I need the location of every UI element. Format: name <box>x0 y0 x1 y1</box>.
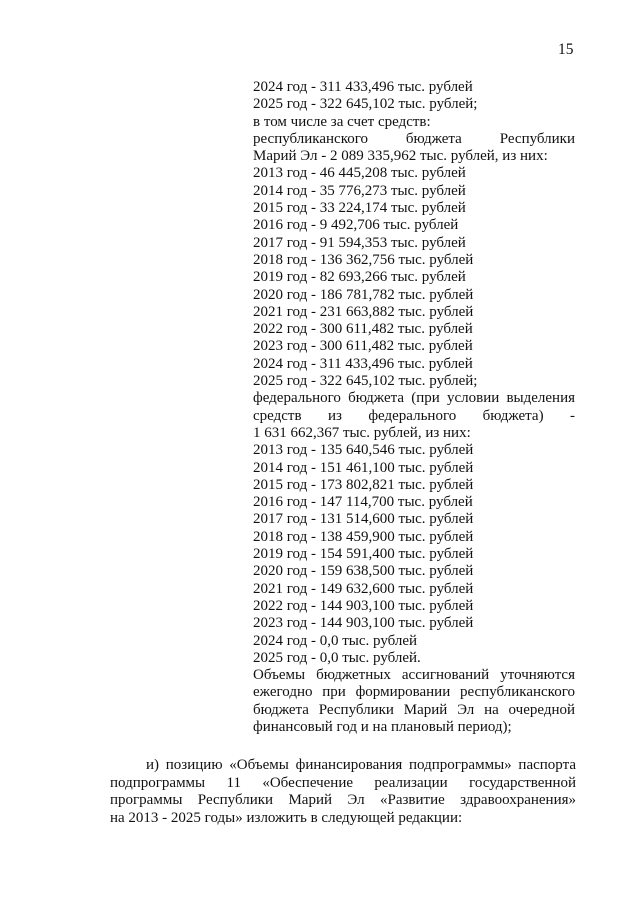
instruction-line: подпрограммы 11 «Обеспечение реализации государственной <box>110 774 576 791</box>
federal-budget-total: 1 631 662,367 тыс. рублей, из них: <box>253 424 471 441</box>
federal-year-line: 2021 год - 149 632,600 тыс. рублей <box>253 580 474 597</box>
federal-budget-heading: федерального бюджета (при условии выделения <box>253 390 575 407</box>
note-line: ежегодно при формировании республиканского <box>253 684 575 701</box>
text-line: 2024 год - 311 433,496 тыс. рублей <box>253 79 473 95</box>
republican-year-line: 2025 год - 322 645,102 тыс. рублей; <box>253 373 478 390</box>
federal-year-line: 2025 год - 0,0 тыс. рублей. <box>253 649 421 666</box>
text-line: в том числе за счет средств: <box>253 113 431 130</box>
text-line: 2025 год - 322 645,102 тыс. рублей; <box>253 96 478 113</box>
federal-year-line: 2016 год - 147 114,700 тыс. рублей <box>253 494 473 511</box>
instruction-line: на 2013 - 2025 годы» изложить в следующей редакции: <box>110 809 463 826</box>
republican-year-line: 2021 год - 231 663,882 тыс. рублей <box>253 303 474 320</box>
republican-year-line: 2023 год - 300 611,482 тыс. рублей <box>253 338 473 355</box>
republican-year-line: 2014 год - 35 776,273 тыс. рублей <box>253 182 466 199</box>
instruction-line: и) позицию «Объемы финансирования подпрограммы» паспорта <box>146 757 576 773</box>
federal-year-line: 2022 год - 144 903,100 тыс. рублей <box>253 597 474 614</box>
instruction-paragraph <box>110 757 576 827</box>
republican-budget-heading: республиканского бюджета Республики <box>253 130 575 147</box>
republican-year-line: 2017 год - 91 594,353 тыс. рублей <box>253 234 466 251</box>
note-line: Объемы бюджетных ассигнований уточняются <box>253 667 575 684</box>
republican-year-line: 2024 год - 311 433,496 тыс. рублей <box>253 355 473 372</box>
note-line: бюджета Республики Марий Эл на очередной <box>253 701 575 718</box>
republican-year-line: 2013 год - 46 445,208 тыс. рублей <box>253 165 466 182</box>
federal-year-line: 2017 год - 131 514,600 тыс. рублей <box>253 511 474 528</box>
federal-year-line: 2024 год - 0,0 тыс. рублей <box>253 632 418 649</box>
page-number: 15 <box>558 41 574 58</box>
federal-year-line: 2023 год - 144 903,100 тыс. рублей <box>253 615 474 632</box>
federal-year-line: 2020 год - 159 638,500 тыс. рублей <box>253 563 474 580</box>
funding-column <box>253 79 575 736</box>
federal-year-line: 2015 год - 173 802,821 тыс. рублей <box>253 476 474 493</box>
federal-year-line: 2013 год - 135 640,546 тыс. рублей <box>253 442 474 459</box>
instruction-line: программы Республики Марий Эл «Развитие здравоохранения» <box>110 792 576 809</box>
republican-year-line: 2015 год - 33 224,174 тыс. рублей <box>253 200 466 217</box>
federal-budget-heading: средств из федерального бюджета) - <box>253 407 575 424</box>
federal-year-line: 2014 год - 151 461,100 тыс. рублей <box>253 459 474 476</box>
republican-budget-total: Марий Эл - 2 089 335,962 тыс. рублей, из них: <box>253 148 548 165</box>
federal-year-line: 2018 год - 138 459,900 тыс. рублей <box>253 528 474 545</box>
republican-year-line: 2019 год - 82 693,266 тыс. рублей <box>253 269 466 286</box>
republican-year-line: 2018 год - 136 362,756 тыс. рублей <box>253 251 474 268</box>
republican-year-line: 2016 год - 9 492,706 тыс. рублей <box>253 217 459 234</box>
republican-year-line: 2022 год - 300 611,482 тыс. рублей <box>253 321 473 338</box>
republican-year-line: 2020 год - 186 781,782 тыс. рублей <box>253 286 474 303</box>
federal-year-line: 2019 год - 154 591,400 тыс. рублей <box>253 546 474 563</box>
note-line: финансовый год и на плановый период); <box>253 718 512 735</box>
